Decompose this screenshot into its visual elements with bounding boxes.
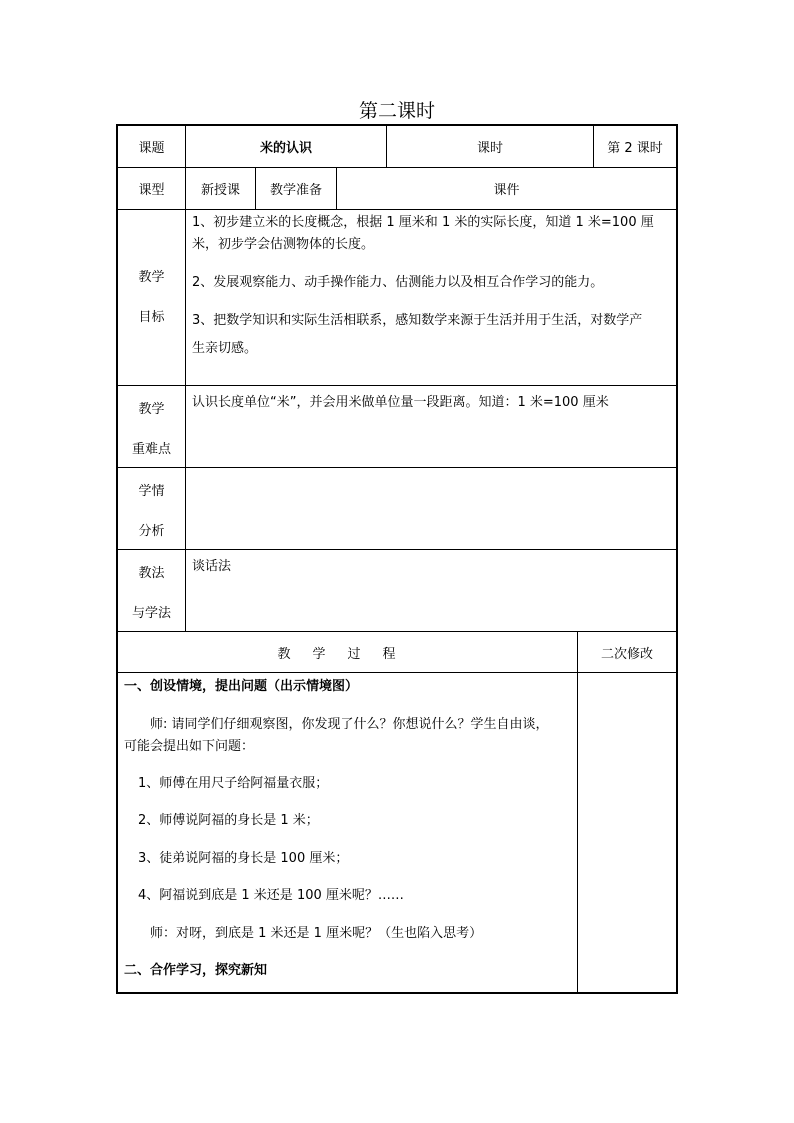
section-1-title: 一、创设情境，提出问题（出示情境图）: [124, 679, 359, 694]
section-2-title: 二、合作学习，探究新知: [124, 963, 268, 978]
analysis-row: [118, 468, 676, 550]
intro-line-1: 师: 请同学们仔细观察图，你发现了什么？你想说什么？学生自由谈，: [150, 717, 549, 732]
methods-label-line1: 教法: [138, 566, 165, 581]
question-1: 1、师傅在用尺子给阿福量衣服；: [138, 776, 329, 791]
prep-label: 教学准备: [256, 168, 337, 209]
methods-label-line2: 与学法: [131, 606, 171, 621]
topic-label: 课题: [118, 126, 186, 167]
methods-text: 谈话法: [192, 559, 232, 574]
key-points-label-line2: 重难点: [131, 442, 171, 457]
type-label: 课型: [118, 168, 186, 209]
goal-3-line2: 生亲切感。: [192, 341, 258, 356]
teacher-line: 师：对呀，到底是 1 米还是 1 厘米呢？（生也陷入思考）: [150, 926, 483, 941]
period-value: 第 2 课时: [607, 141, 663, 156]
goals-label: [118, 210, 186, 385]
goals-row: [118, 210, 676, 386]
process-header-text: 教学过程: [277, 646, 418, 662]
revision-header: 二次修改: [600, 646, 653, 662]
intro-line-2: 可能会提出如下问题：: [124, 739, 255, 754]
prep-value: 课件: [493, 183, 520, 198]
goals-label-line2: 目标: [138, 309, 165, 325]
analysis-label-line2: 分析: [138, 524, 165, 539]
key-points-text: 认识长度单位“米”，并会用米做单位量一段距离。知道：1 米=100 厘米: [192, 395, 609, 410]
goal-1-line2: 米，初步学会估测物体的长度。: [192, 237, 375, 252]
goal-3-line1: 3、把数学知识和实际生活相联系，感知数学来源于生活并用于生活，对数学产: [192, 313, 643, 328]
question-4: 4、阿福说到底是 1 米还是 100 厘米呢？……: [138, 888, 404, 903]
topic-row: [118, 126, 676, 168]
analysis-label-line1: 学情: [138, 484, 165, 499]
goals-content: [186, 210, 676, 385]
process-header: [118, 632, 578, 672]
methods-content: [186, 550, 676, 631]
goal-1-line1: 1、初步建立米的长度概念，根据 1 厘米和 1 米的实际长度，知道 1 米=100 厘: [192, 215, 654, 230]
page-title: 第二课时: [358, 100, 435, 122]
process-content-row: [118, 673, 676, 992]
analysis-label: [118, 468, 186, 549]
period-label: 课时: [387, 126, 594, 167]
goal-2: 2、发展观察能力、动手操作能力、估测能力以及相互合作学习的能力。: [192, 275, 604, 290]
methods-label: [118, 550, 186, 631]
key-points-content: [186, 386, 676, 467]
topic-value: 米的认识: [186, 126, 387, 167]
process-header-row: [118, 632, 676, 673]
type-row: [118, 168, 676, 210]
question-3: 3、徒弟说阿福的身长是 100 厘米；: [138, 851, 349, 866]
analysis-content: [186, 468, 676, 549]
question-2: 2、师傅说阿福的身长是 1 米；: [138, 813, 319, 828]
lesson-plan-table: [116, 124, 678, 994]
process-content: [118, 673, 578, 992]
key-points-label-line1: 教学: [138, 402, 165, 417]
methods-row: [118, 550, 676, 632]
key-points-row: [118, 386, 676, 468]
key-points-label: [118, 386, 186, 467]
type-value: 新授课: [186, 168, 256, 209]
goals-label-line1: 教学: [138, 269, 165, 285]
revision-content: [578, 673, 676, 992]
